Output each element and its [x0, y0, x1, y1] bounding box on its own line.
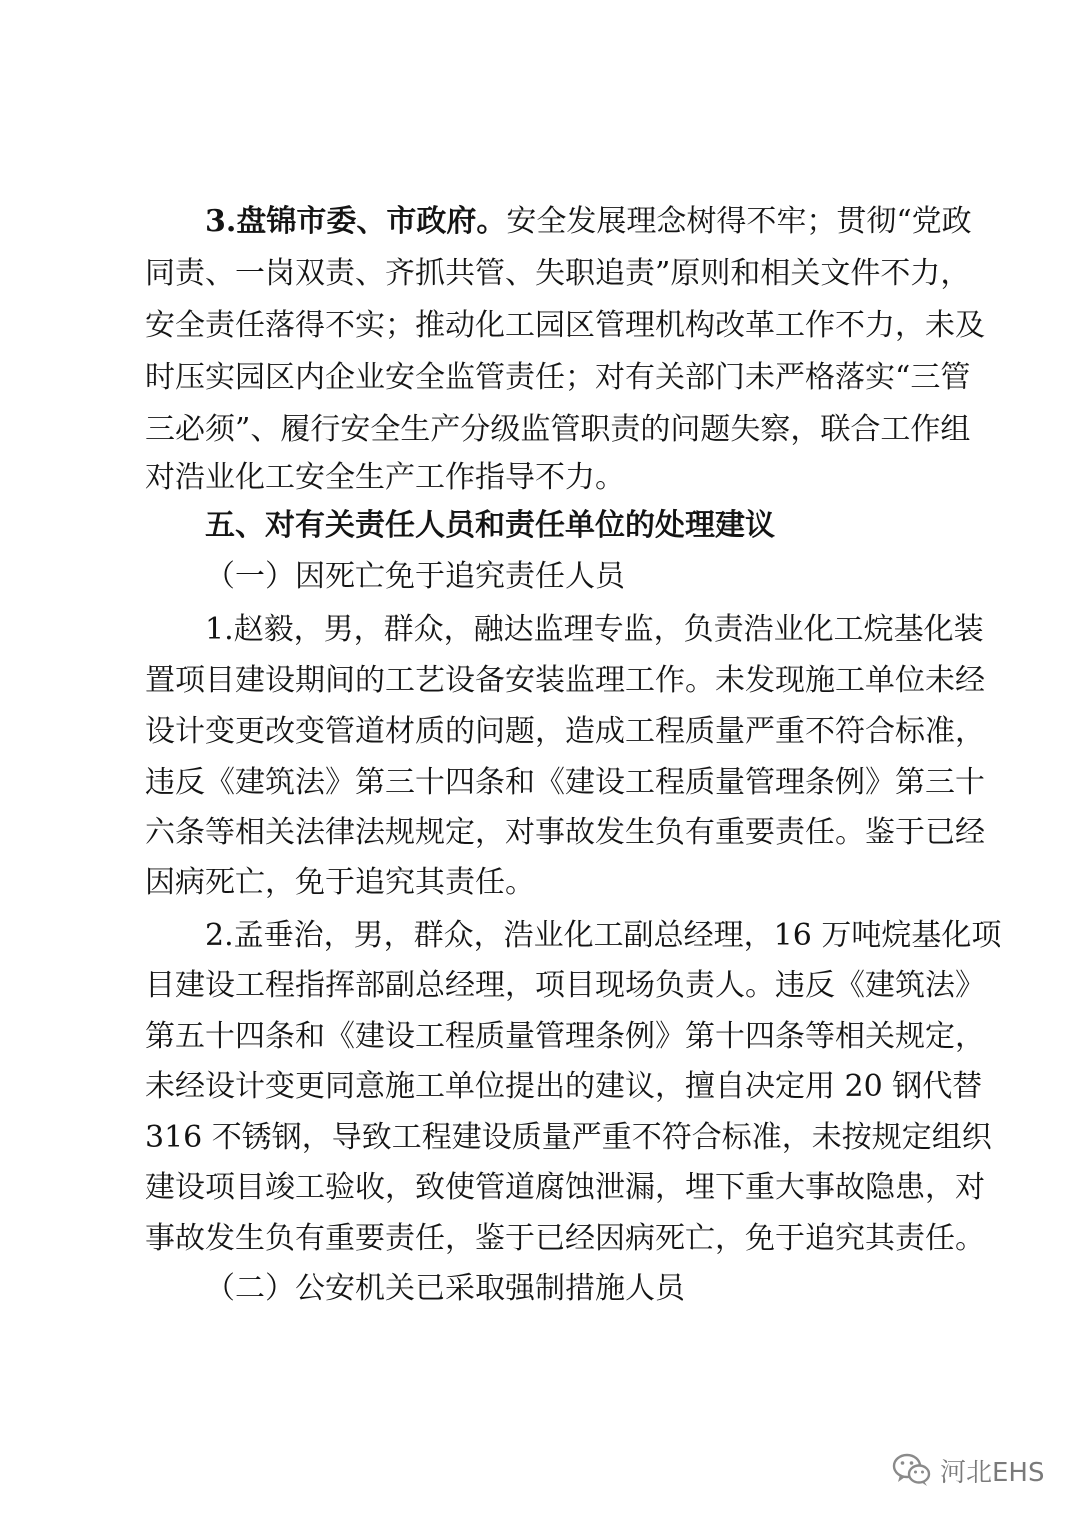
paragraph-line: 目建设工程指挥部副总经理，项目现场负责人。违反《建筑法》 [145, 968, 985, 1003]
paragraph-line: 违反《建筑法》第三十四条和《建设工程质量管理条例》第三十 [145, 765, 985, 800]
line-text: 安全发展理念树得不牢；贯彻“党政 [506, 204, 972, 239]
paragraph-line: 安全责任落得不实；推动化工园区管理机构改革工作不力，未及 [145, 308, 985, 343]
section-lead: 3.盘锦市委、市政府。 [205, 204, 507, 239]
paragraph-line: 事故发生负有重要责任，鉴于已经因病死亡，免于追究其责任。 [145, 1221, 985, 1256]
paragraph-line: 对浩业化工安全生产工作指导不力。 [145, 460, 625, 495]
paragraph-line: 未经设计变更同意施工单位提出的建议，擅自决定用 20 钢代替 [145, 1069, 983, 1104]
subsection-heading: （二）公安机关已采取强制措施人员 [205, 1271, 685, 1306]
paragraph-line: 建设项目竣工验收，致使管道腐蚀泄漏，埋下重大事故隐患，对 [145, 1170, 985, 1205]
paragraph-line: 因病死亡，免于追究其责任。 [145, 865, 535, 900]
paragraph-line: 置项目建设期间的工艺设备安装监理工作。未发现施工单位未经 [145, 663, 985, 698]
paragraph-line: 设计变更改变管道材质的问题，造成工程质量严重不符合标准， [145, 714, 985, 749]
watermark [892, 1448, 1044, 1492]
paragraph-line: 六条等相关法律法规规定，对事故发生负有重要责任。鉴于已经 [145, 815, 985, 850]
paragraph-line: 三必须”、履行安全生产分级监管职责的问题失察，联合工作组 [145, 412, 971, 447]
wechat-icon [892, 1452, 932, 1488]
paragraph-line: 时压实园区内企业安全监管责任；对有关部门未严格落实“三管 [145, 360, 971, 395]
paragraph-line: 1.赵毅，男，群众，融达监理专监，负责浩业化工烷基化装 [205, 612, 984, 647]
paragraph-line: 同责、一岗双责、齐抓共管、失职追责”原则和相关文件不力， [145, 256, 971, 291]
paragraph-line: 316 不锈钢，导致工程建设质量严重不符合标准，未按规定组织 [145, 1120, 992, 1155]
paragraph-line: 第五十四条和《建设工程质量管理条例》第十四条等相关规定， [145, 1019, 985, 1054]
paragraph-line: 2.孟垂治，男，群众，浩业化工副总经理，16 万吨烷基化项 [205, 918, 1002, 953]
section-heading: 五、对有关责任人员和责任单位的处理建议 [205, 508, 775, 543]
subsection-heading: （一）因死亡免于追究责任人员 [205, 559, 625, 594]
paragraph-line [205, 196, 972, 248]
watermark-text: 河北EHS [940, 1457, 1045, 1488]
